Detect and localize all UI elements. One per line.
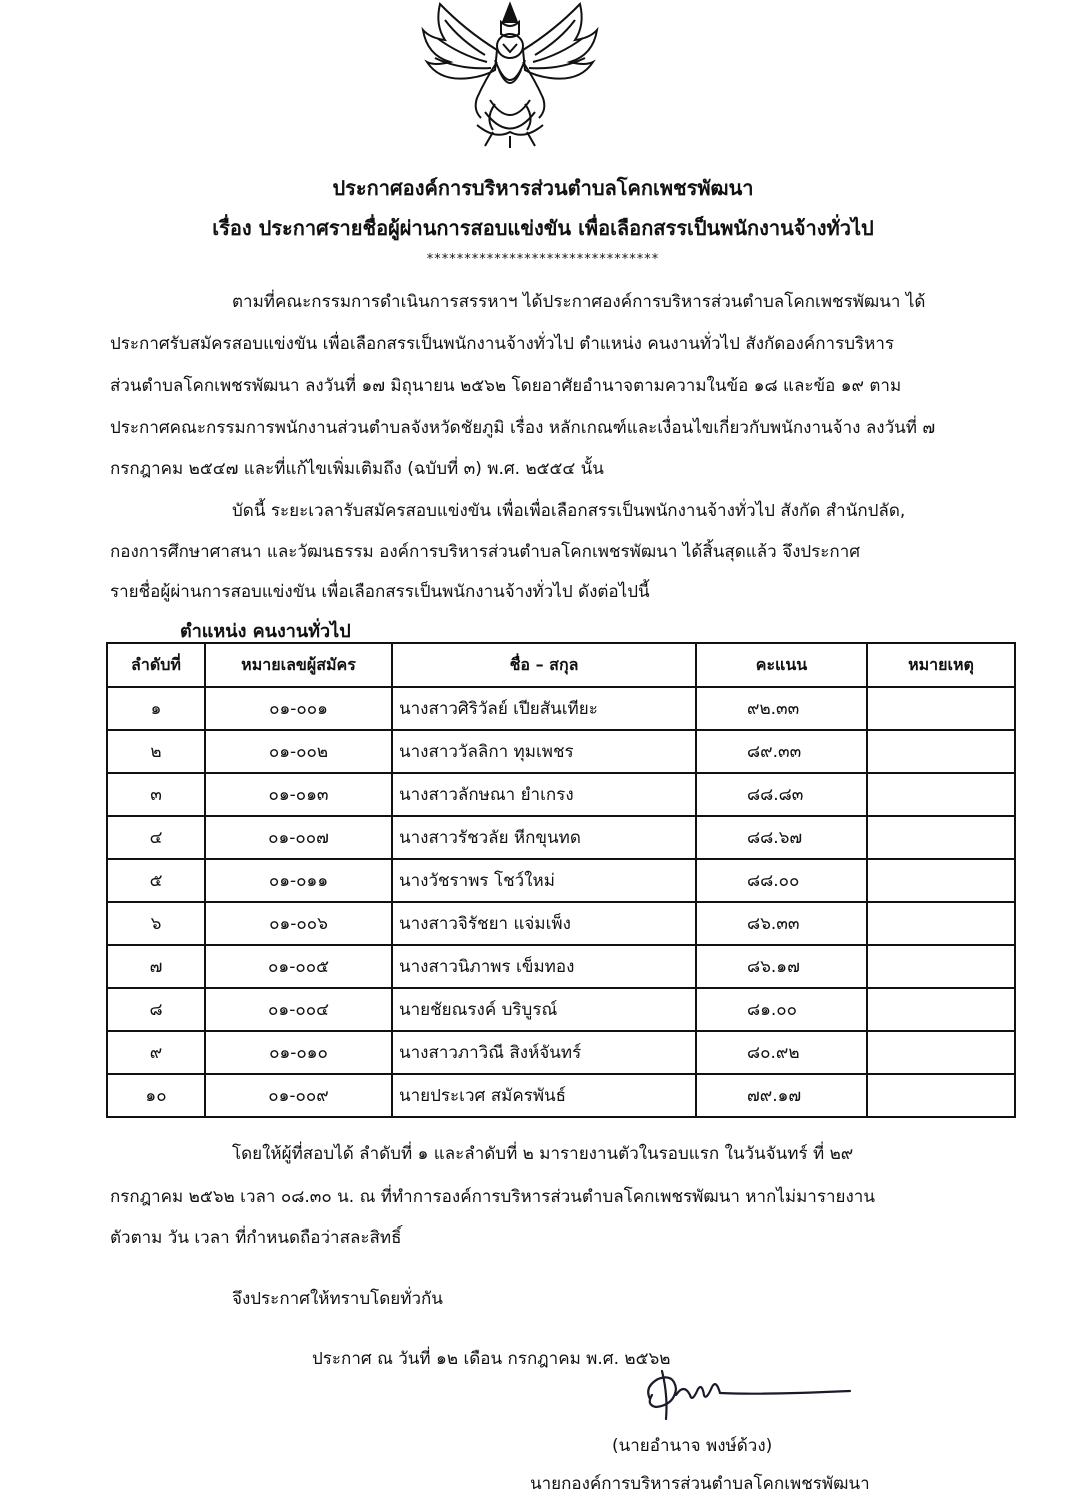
- paragraph-1-line-4: ประกาศคณะกรรมการพนักงานส่วนตำบลจังหวัดชัยภูมิ เรื่อง หลักเกณฑ์และเงื่อนไขเกี่ยวกับพนักงานจ้าง ลงวันที่ ๗: [110, 418, 936, 438]
- row-full-name: นางสาวภาวิณี สิงห์จันทร์: [392, 1031, 696, 1074]
- row-order: ๙: [107, 1031, 205, 1074]
- signature: [640, 1365, 860, 1427]
- row-order: ๒: [107, 730, 205, 773]
- announce-to-all: จึงประกาศให้ทราบโดยทั่วกัน: [232, 1289, 443, 1309]
- position-heading: ตำแหน่ง คนงานทั่วไป: [180, 621, 351, 642]
- row-order: ๕: [107, 859, 205, 902]
- row-order: ๖: [107, 902, 205, 945]
- row-applicant-number: ๐๑-๐๑๓: [205, 773, 392, 816]
- row-remark: [867, 902, 1015, 945]
- row-remark: [867, 988, 1015, 1031]
- row-applicant-number: ๐๑-๐๐๙: [205, 1074, 392, 1117]
- paragraph-2-line-1: บัดนี้ ระยะเวลารับสมัครสอบแข่งขัน เพื่อเพื่อเลือกสรรเป็นพนักงานจ้างทั่วไป สังกัด สำนักปลัด,: [232, 501, 906, 521]
- row-score: ๙๒.๓๓: [696, 687, 867, 730]
- row-remark: [867, 859, 1015, 902]
- row-applicant-number: ๐๑-๐๐๔: [205, 988, 392, 1031]
- row-remark: [867, 816, 1015, 859]
- table-row: [107, 1031, 1015, 1074]
- row-remark: [867, 687, 1015, 730]
- paragraph-1-line-3: ส่วนตำบลโคกเพชรพัฒนา ลงวันที่ ๑๗ มิถุนายน ๒๕๖๒ โดยอาศัยอำนาจตามความในข้อ ๑๘ และข้อ ๑๙ ตาม: [110, 376, 902, 396]
- announcement-date: ประกาศ ณ วันที่ ๑๒ เดือน กรกฎาคม พ.ศ. ๒๕๖๒: [312, 1349, 671, 1369]
- paragraph-1-line-1: ตามที่คณะกรรมการดำเนินการสรรหาฯ ได้ประกาศองค์การบริหารส่วนตำบลโคกเพชรพัฒนา ได้: [232, 292, 926, 312]
- row-order: ๑๐: [107, 1074, 205, 1117]
- paragraph-2-line-3: รายชื่อผู้ผ่านการสอบแข่งขัน เพื่อเลือกสรรเป็นพนักงานจ้างทั่วไป ดังต่อไปนี้: [110, 582, 650, 602]
- table-row: [107, 773, 1015, 816]
- row-score: ๘๐.๙๒: [696, 1031, 867, 1074]
- row-remark: [867, 1074, 1015, 1117]
- row-applicant-number: ๐๑-๐๑๐: [205, 1031, 392, 1074]
- paragraph-1-line-5: กรกฎาคม ๒๕๔๗ และที่แก้ไขเพิ่มเติมถึง (ฉบับที่ ๓) พ.ศ. ๒๕๕๔ นั้น: [110, 459, 604, 479]
- row-remark: [867, 1031, 1015, 1074]
- row-full-name: นางสาวศิริวัลย์ เปียสันเทียะ: [392, 687, 696, 730]
- row-full-name: นางสาวรัชวลัย หีกขุนทด: [392, 816, 696, 859]
- row-remark: [867, 730, 1015, 773]
- table-row: [107, 1074, 1015, 1117]
- signer-title: นายกองค์การบริหารส่วนตำบลโคกเพชรพัฒนา: [530, 1474, 870, 1494]
- row-order: ๗: [107, 945, 205, 988]
- results-table: [106, 642, 1016, 1118]
- signer-name: (นายอำนาจ พงษ์ด้วง): [612, 1436, 773, 1456]
- row-score: ๗๙.๑๗: [696, 1074, 867, 1117]
- row-applicant-number: ๐๑-๐๐๗: [205, 816, 392, 859]
- paragraph-3-line-1: โดยให้ผู้ที่สอบได้ ลำดับที่ ๑ และลำดับที่ ๒ มารายงานตัวในรอบแรก ในวันจันทร์ ที่ ๒๙: [232, 1144, 854, 1164]
- announcement-subject: เรื่อง ประกาศรายชื่อผู้ผ่านการสอบแข่งขัน เพื่อเลือกสรรเป็นพนักงานจ้างทั่วไป: [212, 216, 874, 240]
- garuda-emblem-icon: [415, 0, 605, 150]
- header-full-name: ชื่อ – สกุล: [392, 643, 696, 687]
- row-remark: [867, 945, 1015, 988]
- row-score: ๘๙.๓๓: [696, 730, 867, 773]
- paragraph-2-line-2: กองการศึกษาศาสนา และวัฒนธรรม องค์การบริหารส่วนตำบลโคกเพชรพัฒนา ได้สิ้นสุดแล้ว จึงประกาศ: [110, 542, 861, 562]
- header-applicant-number: หมายเลขผู้สมัคร: [205, 643, 392, 687]
- row-full-name: นางสาวนิภาพร เข็มทอง: [392, 945, 696, 988]
- header-score: คะแนน: [696, 643, 867, 687]
- row-full-name: นายชัยณรงค์ บริบูรณ์: [392, 988, 696, 1031]
- row-applicant-number: ๐๑-๐๐๖: [205, 902, 392, 945]
- row-remark: [867, 773, 1015, 816]
- table-row: [107, 945, 1015, 988]
- table-row: [107, 859, 1015, 902]
- row-score: ๘๖.๑๗: [696, 945, 867, 988]
- row-applicant-number: ๐๑-๐๑๑: [205, 859, 392, 902]
- paragraph-3-line-2: กรกฎาคม ๒๕๖๒ เวลา ๐๘.๓๐ น. ณ ที่ทำการองค์การบริหารส่วนตำบลโคกเพชรพัฒนา หากไม่มารายงาน: [110, 1187, 875, 1207]
- row-score: ๘๘.๖๗: [696, 816, 867, 859]
- announcement-title: ประกาศองค์การบริหารส่วนตำบลโคกเพชรพัฒนา: [332, 176, 754, 200]
- row-order: ๓: [107, 773, 205, 816]
- paragraph-1-line-2: ประกาศรับสมัครสอบแข่งขัน เพื่อเลือกสรรเป็นพนักงานจ้างทั่วไป ตำแหน่ง คนงานทั่วไป สังกัดองค์การบริหาร: [110, 334, 895, 354]
- header-remark: หมายเหตุ: [867, 643, 1015, 687]
- row-applicant-number: ๐๑-๐๐๑: [205, 687, 392, 730]
- row-full-name: นายประเวศ สมัครพันธ์: [392, 1074, 696, 1117]
- row-full-name: นางสาววัลลิกา ทุมเพชร: [392, 730, 696, 773]
- row-applicant-number: ๐๑-๐๐๕: [205, 945, 392, 988]
- row-score: ๘๘.๘๓: [696, 773, 867, 816]
- paragraph-3-line-3: ตัวตาม วัน เวลา ที่กำหนดถือว่าสละสิทธิ์: [110, 1228, 402, 1248]
- row-full-name: นางสาวจิรัชยา แจ่มเพ็ง: [392, 902, 696, 945]
- row-full-name: นางวัชราพร โชว์ใหม่: [392, 859, 696, 902]
- table-row: [107, 816, 1015, 859]
- row-order: ๑: [107, 687, 205, 730]
- separator-stars: *******************************: [426, 252, 660, 267]
- row-order: ๔: [107, 816, 205, 859]
- row-score: ๘๘.๐๐: [696, 859, 867, 902]
- table-row: [107, 988, 1015, 1031]
- table-header-row: [107, 643, 1015, 687]
- table-row: [107, 730, 1015, 773]
- table-row: [107, 687, 1015, 730]
- row-full-name: นางสาวลักษณา ยำเกรง: [392, 773, 696, 816]
- row-applicant-number: ๐๑-๐๐๒: [205, 730, 392, 773]
- header-order: ลำดับที่: [107, 643, 205, 687]
- row-score: ๘๑.๐๐: [696, 988, 867, 1031]
- table-row: [107, 902, 1015, 945]
- row-score: ๘๖.๓๓: [696, 902, 867, 945]
- row-order: ๘: [107, 988, 205, 1031]
